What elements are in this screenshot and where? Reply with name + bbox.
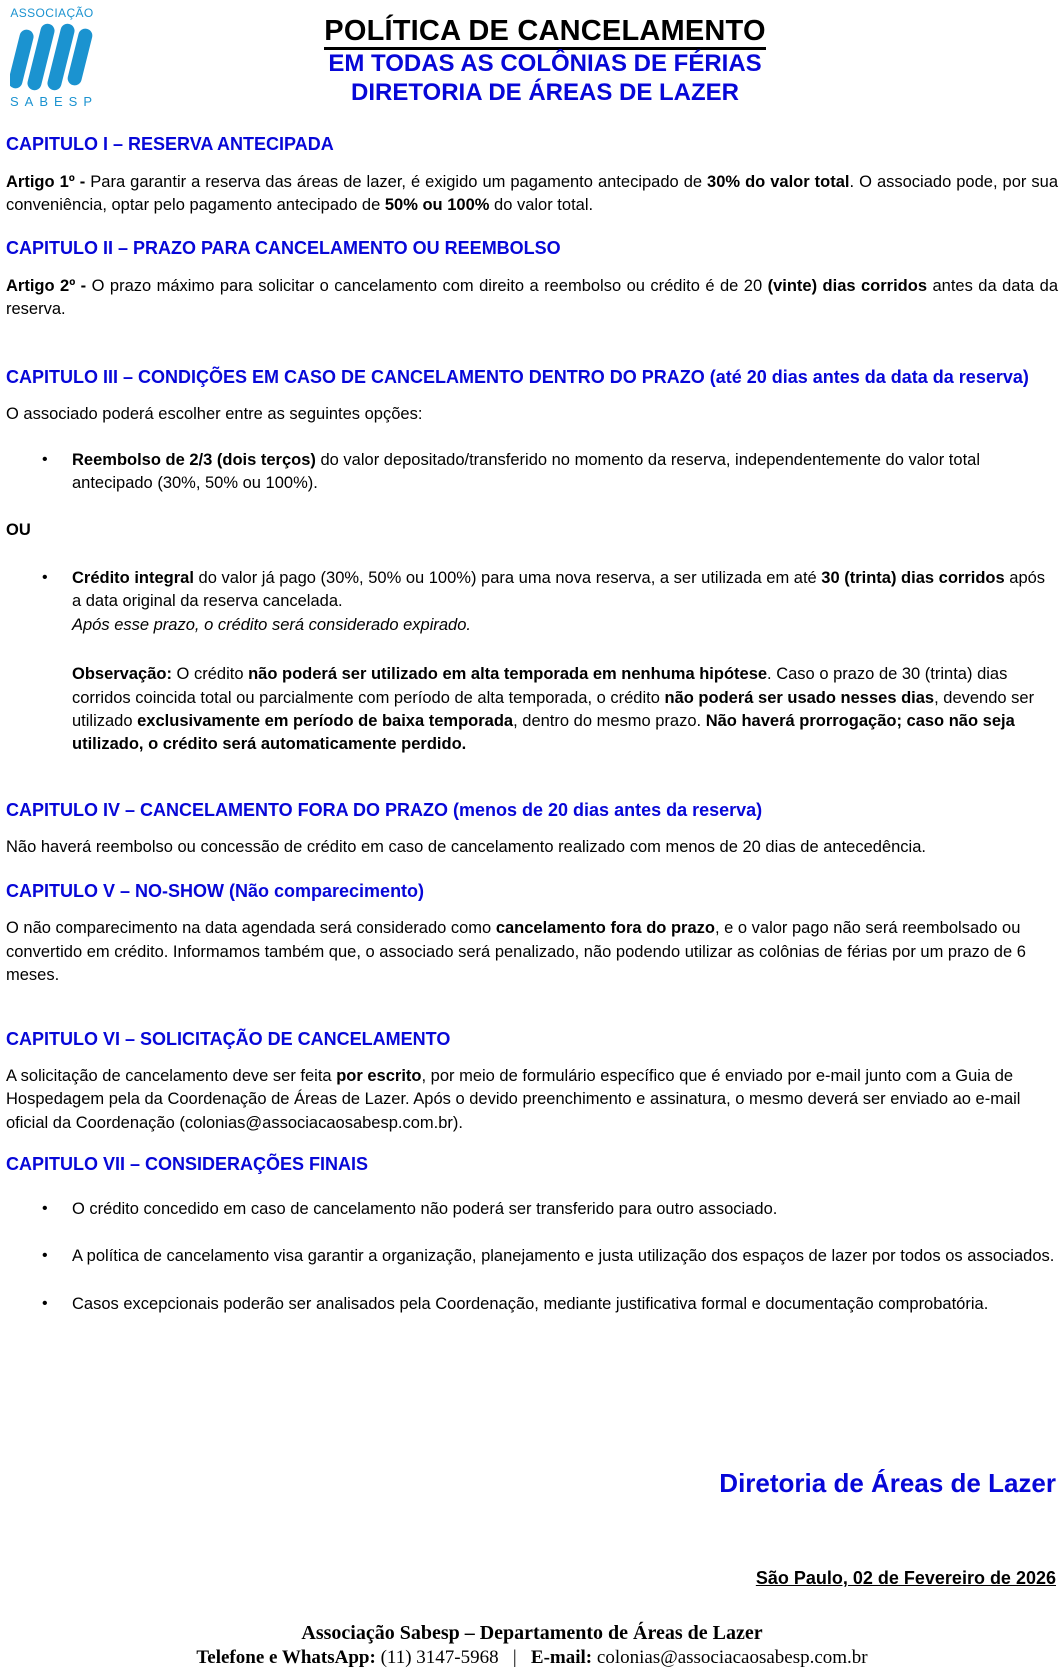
bullet-item — [6, 567, 1058, 637]
bullet-icon: • — [42, 568, 48, 586]
page-title: POLÍTICA DE CANCELAMENTO — [324, 16, 765, 50]
chapter — [6, 880, 1058, 988]
footer-contact-line: Telefone e WhatsApp: (11) 3147-5968 | E-mail: colonias@associacaosabesp.com.br — [196, 1647, 868, 1668]
chapter — [6, 237, 1058, 321]
chapter-heading: CAPITULO IV – CANCELAMENTO FORA DO PRAZO (menos de 20 dias antes da reserva) — [6, 799, 763, 820]
text-line: Não haverá reembolso ou concessão de crédito em caso de cancelamento realizado com menos de 20 dias de antecedência. — [6, 838, 926, 857]
paragraph — [6, 275, 1058, 322]
chapter-heading: CAPITULO VI – SOLICITAÇÃO DE CANCELAMENTO — [6, 1028, 451, 1049]
text-line: O crédito concedido em caso de cancelamento não poderá ser transferido para outro associado. — [72, 1199, 778, 1218]
bullet-item — [6, 449, 1058, 496]
title-block — [6, 6, 1058, 108]
text-line: Casos excepcionais poderão ser analisados pela Coordenação, mediante justificativa formal e documentação comprobatória. — [72, 1294, 989, 1313]
bullet-icon: • — [42, 1294, 48, 1312]
text-line: Crédito integral do valor já pago (30%, 50% ou 100%) para uma nova reserva, a ser utilizada em até 30 (trinta) dias corridos após a data original da reserva cancelada. — [72, 568, 1046, 611]
chapter-heading: CAPITULO V – NO-SHOW (Não comparecimento) — [6, 880, 425, 901]
text-line: O não comparecimento na data agendada será considerado como cancelamento fora do prazo, e o valor pago não será reembolsado ou convertido em crédito. Informamos também que, o associado será penalizado, não podendo utilizar as colônias de férias por um prazo de 6 meses. — [6, 919, 1026, 985]
paragraph — [6, 917, 1058, 987]
date-line: São Paulo, 02 de Fevereiro de 2026 — [755, 1568, 1056, 1588]
chapter-heading: CAPITULO I – RESERVA ANTECIPADA — [6, 134, 334, 154]
chapter-heading: CAPITULO III – CONDIÇÕES EM CASO DE CANCELAMENTO DENTRO DO PRAZO (até 20 dias antes da data da reserva) — [6, 366, 1029, 387]
text-line: A política de cancelamento visa garantir a organização, planejamento e justa utilização dos espaços de lazer por todos os associados. — [72, 1247, 1055, 1266]
text-line: A solicitação de cancelamento deve ser feita por escrito, por meio de formulário específico que é enviado por e-mail junto com a Guia de Hospedagem pela da Coordenação de Áreas de Lazer. Após o devido preenchimento e assinatura, o mesmo deverá ser enviado ao e-mail oficial da Coordenação (colonias@associacaosabesp.com.br). — [6, 1067, 1021, 1132]
text-line: OU — [6, 521, 31, 540]
text-line: Artigo 1º - Para garantir a reserva das áreas de lazer, é exigido um pagamento antecipado de 30% do valor total. O associado pode, por sua conveniência, optar pelo pagamento antecipado de 50% ou 100% do valor total. — [6, 172, 1058, 214]
paragraph — [6, 836, 1058, 859]
bullet-item — [6, 1293, 1058, 1316]
bullet-icon: • — [42, 450, 48, 468]
footer-org-line: Associação Sabesp – Departamento de Áreas de Lazer — [301, 1622, 763, 1644]
document-body — [6, 133, 1058, 1316]
bullet-item — [6, 1245, 1058, 1268]
document-header — [6, 6, 1058, 120]
paragraph — [6, 403, 1058, 426]
logo-stripes-icon — [10, 21, 94, 93]
paragraph — [72, 663, 1058, 757]
chapter — [6, 1028, 1058, 1136]
bullet-icon: • — [42, 1247, 48, 1265]
signature-line: Diretoria de Áreas de Lazer — [719, 1468, 1056, 1498]
chapter — [6, 799, 1058, 860]
paragraph — [6, 519, 1058, 542]
page-subtitle-1: EM TODAS AS COLÔNIAS DE FÉRIAS — [328, 50, 762, 78]
paragraph — [6, 171, 1058, 218]
paragraph — [6, 1065, 1058, 1135]
text-line: Observação: O crédito não poderá ser utilizado em alta temporada em nenhuma hipótese. Caso o prazo de 30 (trinta) dias corridos coincida total ou parcialmente com período de alta temporada, o crédito não poderá ser usado nesses dias, devendo ser utilizado exclusivamente em período de baixa temporada, dentro do mesmo prazo. Não haverá prorrogação; caso não seja utilizado, o crédito será automaticamente perdido. — [72, 665, 1035, 754]
text-line: O associado poderá escolher entre as seguintes opções: — [6, 405, 423, 424]
logo-top-text: ASSOCIAÇÃO — [10, 6, 94, 20]
page-subtitle-2: DIRETORIA DE ÁREAS DE LAZER — [350, 79, 740, 107]
chapter-heading: CAPITULO II – PRAZO PARA CANCELAMENTO OU REEMBOLSO — [6, 238, 561, 259]
text-line: Artigo 2º - O prazo máximo para solicitar o cancelamento com direito a reembolso ou crédito é de 20 (vinte) dias corridos antes da data da reserva. — [6, 276, 1059, 319]
text-line: Após esse prazo, o crédito será considerado expirado. — [72, 615, 471, 634]
chapter-heading: CAPITULO VII – CONSIDERAÇÕES FINAIS — [6, 1154, 369, 1175]
chapter — [6, 366, 1058, 757]
logo-bottom-text: SABESP — [10, 94, 99, 109]
text-line: Reembolso de 2/3 (dois terços) do valor depositado/transferido no momento da reserva, independentemente do valor total antecipado (30%, 50% ou 100%). — [72, 450, 980, 493]
chapter — [6, 133, 1058, 217]
document-footer — [0, 1622, 1064, 1669]
logo-associacao-sabesp — [6, 6, 98, 109]
bullet-icon: • — [42, 1199, 48, 1217]
chapter — [6, 1153, 1058, 1316]
bullet-item — [6, 1198, 1058, 1221]
